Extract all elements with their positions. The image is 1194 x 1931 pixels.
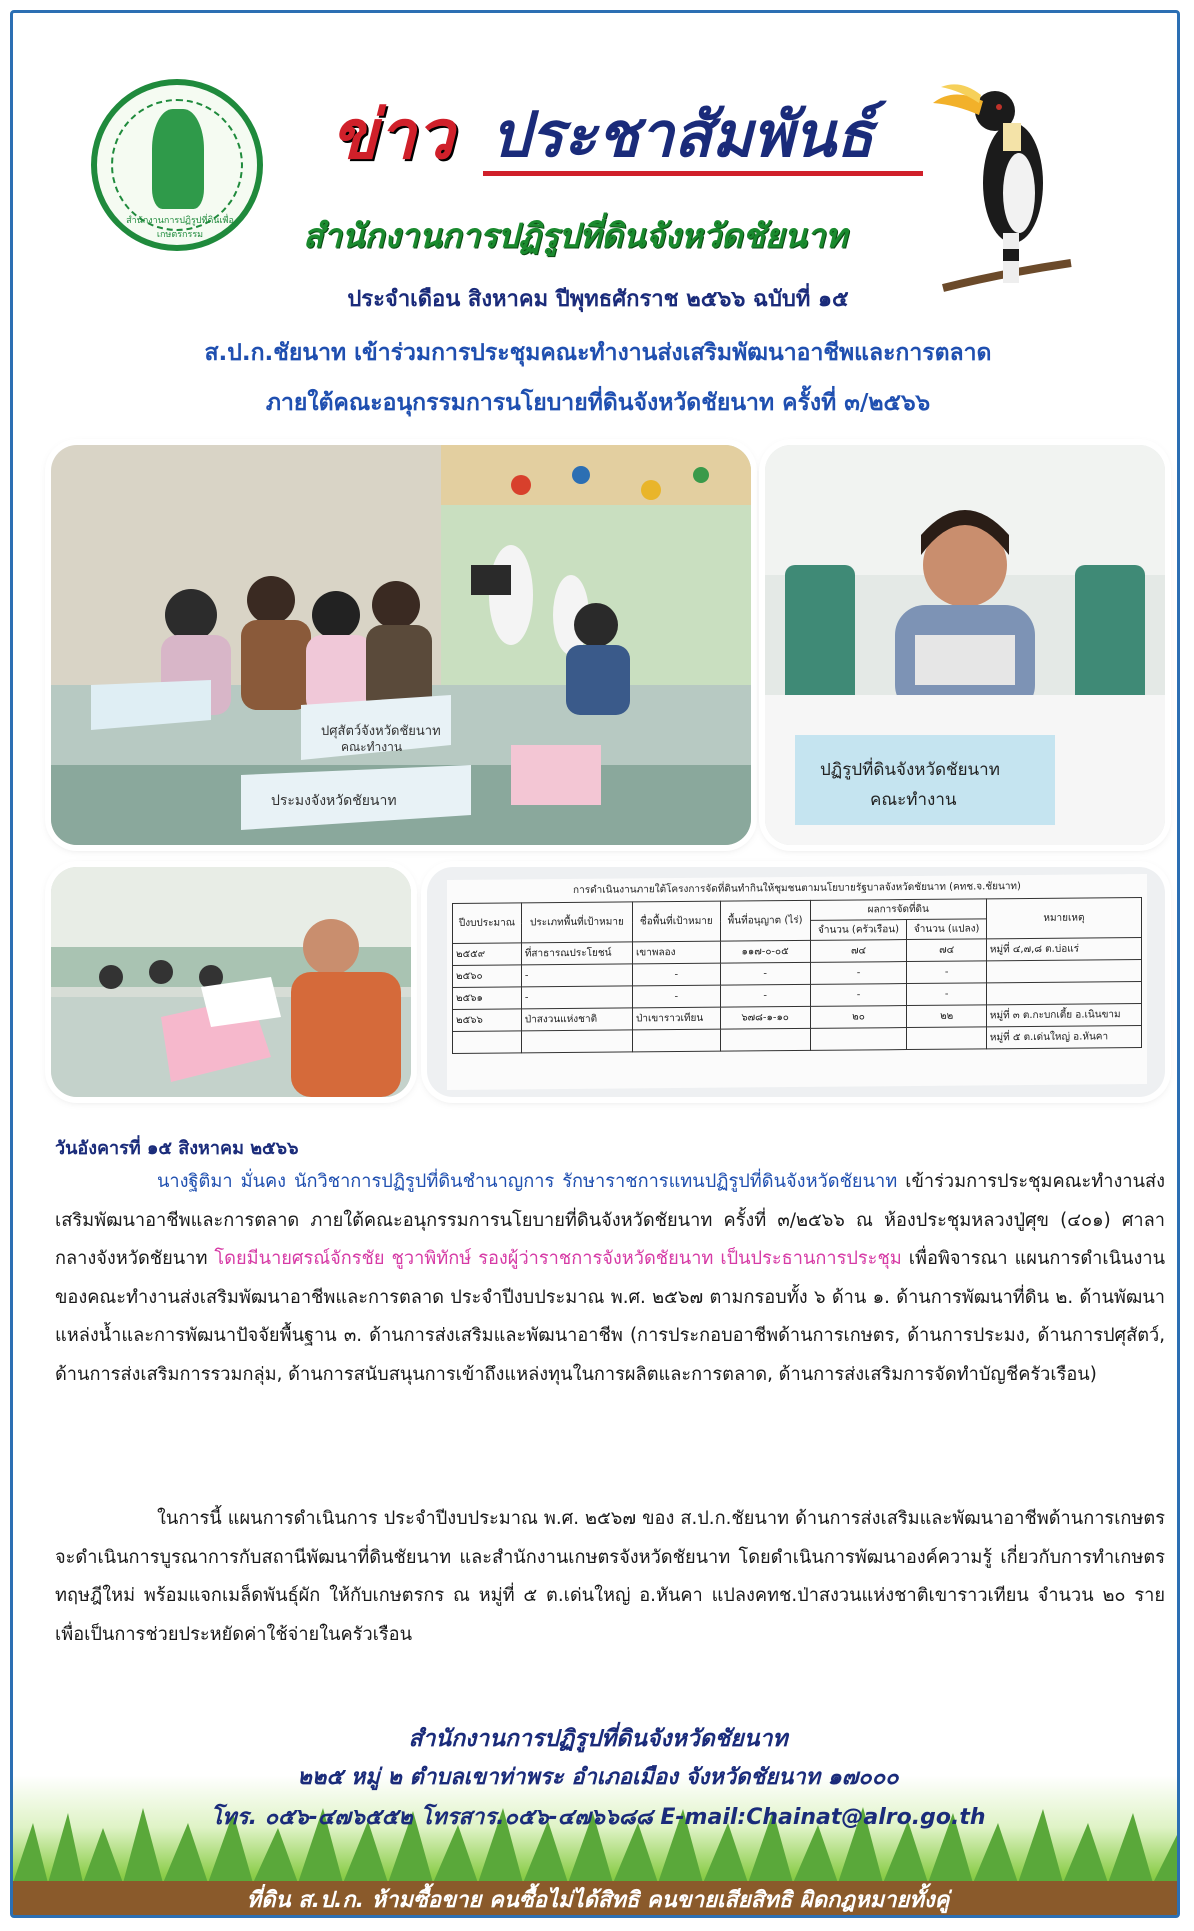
doc-cell: - (810, 962, 907, 985)
doc-cell: - (633, 985, 721, 1008)
doc-cell: - (720, 984, 810, 1007)
doc-cell: ๒๕๖๑ (453, 987, 522, 1010)
headline-line1: ส.ป.ก.ชัยนาท เข้าร่วมการประชุมคณะทำงานส่งเสริมพัฒนาอาชีพและการตลาด (204, 340, 992, 366)
document-sheet (447, 874, 1147, 1090)
doc-th-households: จำนวน (ครัวเรือน) (810, 920, 907, 941)
photo1-sign-working-group: คณะทำงาน (341, 740, 403, 754)
doc-th-plots: จำนวน (แปลง) (907, 919, 986, 940)
doc-th-area-type: ประเภทพื้นที่เป้าหมาย (521, 902, 632, 943)
photo-meeting-room-drawing (51, 445, 751, 845)
alro-logo (91, 79, 263, 251)
doc-cell: - (521, 986, 632, 1009)
footer-address: ๒๒๕ หมู่ ๒ ตำบลเขาท่าพระ อำเภอเมือง จังหวัดชัยนาท ๑๗๐๐๐ (297, 1765, 899, 1790)
doc-cell: ๒๕๕๙ (453, 943, 522, 966)
p2-text: ในการนี้ แผนการดำเนินการ ประจำปีงบประมาณ พ.ศ. ๒๕๖๗ ของ ส.ป.ก.ชัยนาท ด้านการส่งเสริมและพัฒนาอาชีพด้านการเกษตร จะดำเนินการบูรณาการกับสถานีพัฒนาที่ดินชัยนาท และสำนักงานเกษตรจังหวัดชัยนาท โดยดำเนินการพัฒนาองค์ความรู้ เกี่ยวกับการทำเกษตรทฤษฎีใหม่ พร้อมแจกเมล็ดพันธุ์ผัก ให้กับเกษตรกร ณ หมู่ที่ ๕ ต.เด่นใหญ่ อ.หันคา แปลงคทช.ป่าสงวนแห่งชาติเขาราวเทียน จำนวน ๒๐ ราย เพื่อเป็นการช่วยประหยัดค่าใช้จ่ายในครัวเรือน (55, 1508, 1165, 1645)
footer-org: สำนักงานการปฏิรูปที่ดินจังหวัดชัยนาท (408, 1726, 788, 1752)
doc-th-area-name: ชื่อพื้นที่เป้าหมาย (633, 901, 721, 942)
article-date: วันอังคารที่ ๑๕ สิงหาคม ๒๕๖๖ (55, 1138, 299, 1159)
photo1-sign-fishery: ประมงจังหวัดชัยนาท (271, 793, 397, 809)
doc-cell: - (810, 984, 907, 1007)
doc-cell: หมู่ที่ ๕ ต.เด่นใหญ่ อ.หันคา (986, 1025, 1141, 1048)
doc-cell: - (521, 964, 632, 987)
doc-cell (986, 959, 1141, 982)
article-paragraph-2 (55, 1500, 1165, 1654)
doc-cell: - (720, 962, 810, 985)
doc-table-title: การดำเนินงานภายใต้โครงการจัดที่ดินทำกินให้ชุมชนตามนโยบายรัฐบาลจังหวัดชัยนาท (คทช.จ.ชัยนาท) (573, 881, 1021, 896)
footer (13, 1713, 1180, 1918)
photo-participant-writing (51, 867, 411, 1097)
doc-cell: ๖๗๘-๑-๑๐ (720, 1006, 810, 1029)
doc-cell: หมู่ที่ ๔,๗,๘ ต.บ่อแร่ (986, 937, 1141, 960)
meeting-chair: โดยมีนายศรณ์จักรชัย ชูวาพิทักษ์ รองผู้ว่าราชการจังหวัดชัยนาท เป็นประธานการประชุม (214, 1248, 902, 1269)
photo-meeting-room (51, 445, 751, 845)
photo-writing-drawing (51, 867, 411, 1097)
doc-cell: ป่าสงวนแห่งชาติ (521, 1008, 632, 1031)
photo2-sign-line2: คณะทำงาน (870, 790, 957, 810)
doc-th-result-group: ผลการจัดที่ดิน (810, 899, 986, 921)
issue-line: ประจำเดือน สิงหาคม ปีพุทธศักราช ๒๕๖๖ ฉบับที่ ๑๕ (347, 287, 849, 312)
doc-cell: ๒๕๖๖ (453, 1009, 522, 1032)
headline-line2: ภายใต้คณะอนุกรรมการนโยบายที่ดินจังหวัดชัยนาท ครั้งที่ ๓/๒๕๖๖ (265, 390, 931, 416)
photo-portrait-drawing (765, 445, 1165, 845)
newsletter-frame (10, 10, 1180, 1918)
footer-contact: โทร. ๐๕๖-๔๗๖๕๕๒ โทรสาร.๐๕๖-๔๗๖๖๘๘ E-mail:Chainat@alro.go.th (210, 1805, 986, 1830)
doc-th-permitted: พื้นที่อนุญาต (ไร่) (720, 900, 810, 941)
doc-cell (633, 1029, 721, 1052)
doc-cell: - (633, 963, 721, 986)
doc-table-row (453, 1025, 1142, 1053)
photo2-sign-line1: ปฏิรูปที่ดินจังหวัดชัยนาท (820, 760, 1000, 780)
footer-slogan-bar (13, 1881, 1180, 1918)
title-pr: ประชาสัมพันธ์ (491, 98, 874, 171)
title-news: ข่าว (331, 95, 454, 175)
hornbill-illustration (933, 73, 1073, 303)
doc-table (452, 897, 1142, 1054)
doc-cell: ๒๕๖๐ (453, 965, 522, 988)
photo-plan-document (427, 867, 1165, 1097)
doc-cell: - (907, 983, 986, 1006)
article-paragraph-1 (55, 1163, 1165, 1394)
doc-cell: ๒๐ (810, 1006, 907, 1029)
doc-th-year: ปีงบประมาณ (453, 903, 522, 944)
photo-official-portrait (765, 445, 1165, 845)
doc-cell (907, 1027, 986, 1050)
title-underline (483, 171, 923, 176)
doc-cell (720, 1028, 810, 1051)
doc-cell: ๗๔ (810, 940, 907, 963)
doc-cell: ๗๔ (907, 939, 986, 962)
doc-th-remark: หมายเหตุ (986, 897, 1141, 938)
org-name: สำนักงานการปฏิรูปที่ดินจังหวัดชัยนาท (303, 216, 847, 255)
doc-cell (810, 1028, 907, 1051)
doc-cell: ๒๒ (907, 1005, 986, 1028)
doc-cell: หมู่ที่ ๓ ต.กะบกเตี้ย อ.เนินขาม (986, 1003, 1141, 1026)
photo1-sign-livestock: ปศุสัตว์จังหวัดชัยนาท (321, 724, 441, 739)
doc-cell: ที่สาธารณประโยชน์ (521, 942, 632, 965)
doc-cell (521, 1030, 632, 1053)
doc-cell (986, 981, 1141, 1004)
doc-cell: - (907, 961, 986, 984)
doc-cell: เขาพลอง (633, 941, 721, 964)
p1-text-b: เพื่อพิจารณา แผนการดำเนินงานของคณะทำงานส่งเสริมพัฒนาอาชีพและการตลาด ประจำปีงบประมาณ พ.ศ. ๒๕๖๗ ตามกรอบทั้ง ๖ ด้าน ๑. ด้านการพัฒนาที่ดิน ๒. ด้านพัฒนาแหล่งน้ำและการพัฒนาปัจจัยพื้นฐาน ๓. ด้านการส่งเสริมและพัฒนาอาชีพ (การประกอบอาชีพด้านการเกษตร, ด้านการประมง, ด้านการปศุสัตว์, ด้านการส่งเสริมการรวมกลุ่ม, ด้านการสนับสนุนการเข้าถึงแหล่งทุนในการผลิตและการตลาด, ด้านการส่งเสริมการจัดทำบัญชีครัวเรือน) (55, 1248, 1166, 1385)
logo-deity-figure (152, 109, 204, 209)
doc-cell: ๑๑๗-๐-๐๕ (720, 940, 810, 963)
official-name: นางฐิติมา มั่นคง นักวิชาการปฏิรูปที่ดินชำนาญการ รักษาราชการแทนปฏิรูปที่ดินจังหวัดชัยนาท (157, 1171, 898, 1192)
doc-cell (453, 1031, 522, 1054)
p1-text-a: เข้าร่วมการประชุมคณะทำงานส่งเสริมพัฒนาอาชีพและการตลาด ภายใต้คณะอนุกรรมการนโยบายที่ดินจังหวัดชัยนาท ครั้งที่ ๓/๒๕๖๖ ณ ห้องประชุมหลวงปู่ศุข (๔๐๑) ศาลากลางจังหวัดชัยนาท (55, 1171, 1165, 1269)
footer-slogan: ที่ดิน ส.ป.ก. ห้ามซื้อขาย คนซื้อไม่ได้สิทธิ คนขายเสียสิทธิ ผิดกฎหมายทั้งคู่ (246, 1888, 950, 1913)
logo-text: สำนักงานการปฏิรูปที่ดินเพื่อเกษตรกรรม (126, 216, 234, 240)
doc-cell: ป่าเขาราวเทียน (633, 1007, 721, 1030)
